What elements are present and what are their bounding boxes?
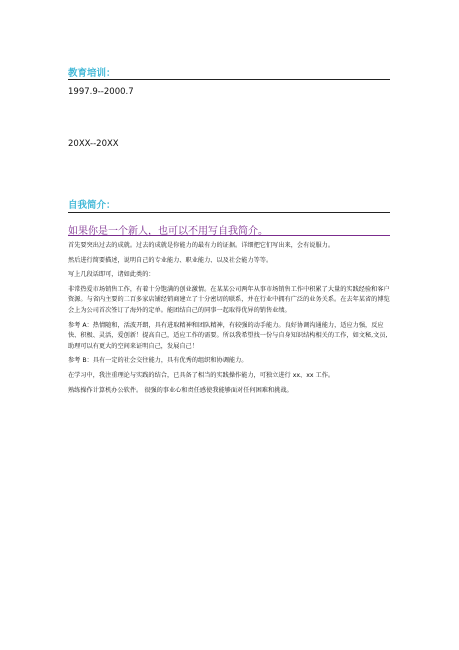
intro-paragraph: 然后进行简要描述，说明自己的专业能力、职业能力、以及社会能力等等。	[68, 256, 273, 264]
intro-paragraph: 参考 B：具有一定的社会交往能力，具有优秀的组织和协调能力。	[68, 357, 248, 365]
intro-paragraph: 在学习中，我注重理论与实践的结合，已具备了相当的实践操作能力，可独立进行 xx、xx 工作。	[68, 371, 335, 379]
self-intro-heading-underline	[68, 235, 390, 236]
self-intro-heading: 如果你是一个新人，也可以不用写自我简介。	[68, 226, 268, 237]
education-date-1: 1997.9--2000.7	[68, 87, 134, 97]
education-divider	[68, 79, 390, 80]
self-intro-section-title: 自我简介：	[68, 200, 116, 211]
education-section-title: 教育培训：	[68, 68, 116, 79]
self-intro-body	[68, 241, 392, 400]
intro-paragraph: 首先要突出过去的成就。过去的成就是你能力的最有力的证据。详细把它们写出来，会有说服力。	[68, 242, 335, 249]
intro-paragraph: 写上几段话即可，诸如此类的：	[68, 271, 155, 279]
intro-paragraph: 参考 A：热情随和，活波开朗，具有进取精神和团队精神，有较强的动手能力。良好协调沟通能力，适应力强，反应快、积极、灵活，爱创新！提高自己，适应工作的需要。所以我希望找一份与自身知识结构相关的工作，如文秘,文员,助理可以有更大的空间来证明自己，发展自己！	[68, 321, 388, 350]
intro-paragraph: 非常热爱市场销售工作，有着十分饱满的创业激情。在某某公司两年从事市场销售工作中积累了大量的实践经验和客户资源。与省内主要的二百多家店铺经销商建立了十分密切的联系，并在行业中拥有广泛的业务关系。在去年某省的博览会上为公司首次签订了海外的定单。能团结自己的同事一起取得优异的销售业绩。	[68, 285, 390, 314]
education-date-2: 20XX--20XX	[68, 139, 119, 149]
intro-paragraph: 熟练操作计算机办公软件。 很强的事业心和责任感使我能够面对任何困难和挑战。	[68, 386, 293, 394]
self-intro-divider	[68, 212, 390, 213]
